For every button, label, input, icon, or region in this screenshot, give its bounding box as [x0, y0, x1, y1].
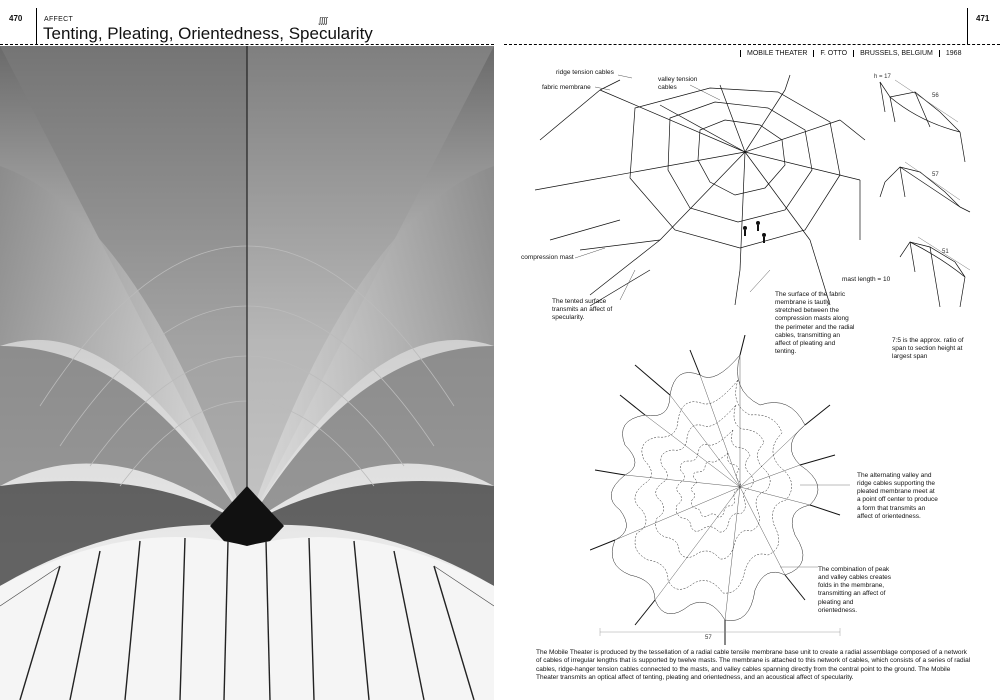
tent-interior-photo: [0, 46, 494, 700]
plan-dim-label: 57: [705, 635, 712, 641]
right-page-number: 471: [976, 14, 990, 23]
label-fabric-membrane: fabric membrane: [542, 84, 591, 91]
right-header-rule: [967, 8, 968, 44]
left-header-rule: [36, 8, 37, 44]
meta-location: BRUSSELS, BELGIUM: [853, 50, 939, 57]
label-tented-surface: The tented surface transmits an affect of specularity.: [552, 298, 613, 322]
section1-dim: 56: [932, 93, 939, 99]
rss-icon: ⨌: [318, 16, 329, 25]
label-valley-cables: valley tension cables: [658, 76, 698, 92]
left-title: Tenting, Pleating, Orientedness, Specularity: [43, 24, 373, 43]
plan-drawing: [590, 335, 850, 665]
perspective-drawing: [520, 70, 870, 310]
label-ridge-cables: ridge tension cables: [556, 69, 614, 76]
meta-architect: F. OTTO: [813, 50, 853, 57]
body-paragraph: The Mobile Theater is produced by the tessellation of a radial cable tensile membrane base unit to create a radial assemblage composed of a network of cables of irregular lengths that is supported by twelve masts. The membrane is attached to this network of cables, which consists of a series of radial cables, ridge-hanger tension cables connected to the masts, and valley cables spanning directly from the central point to the ground. The Mobile Theater transmits an optical affect of tenting, pleating and orientedness, and an acoustical affect of specularity.: [536, 649, 971, 682]
label-ratio: 7:5 is the approx. ratio of span to section height at largest span: [892, 337, 964, 361]
label-combination: The combination of peak and valley cables creates folds in the membrane, transmitting an affect of pleating and orientedness.: [818, 566, 891, 614]
section3-dim: 51: [942, 249, 949, 255]
label-alternating: The alternating valley and ridge cables supporting the pleated membrane meet at a point off center to produce a form that transmits an affect of orientedness.: [857, 472, 938, 520]
label-surface-fabric: The surface of the fabric membrane is tautly stretched between the compression masts along the perimeter and the radial cables, transmitting an affect of pleating and tenting.: [775, 291, 855, 355]
meta-row: [740, 50, 967, 57]
left-page-number: 470: [9, 14, 23, 23]
right-dashed-rule: [504, 44, 1000, 45]
label-mast-length: mast length = 10: [842, 276, 891, 283]
meta-year: 1968: [939, 50, 968, 57]
section2-dim: 57: [932, 172, 939, 178]
section-h-label: h = 17: [874, 74, 891, 80]
left-section: AFFECT: [44, 16, 74, 23]
left-dashed-rule: [0, 44, 494, 45]
label-compression-mast: compression mast: [521, 254, 574, 261]
meta-project: MOBILE THEATER: [740, 50, 813, 57]
section-diagrams: [860, 72, 980, 332]
